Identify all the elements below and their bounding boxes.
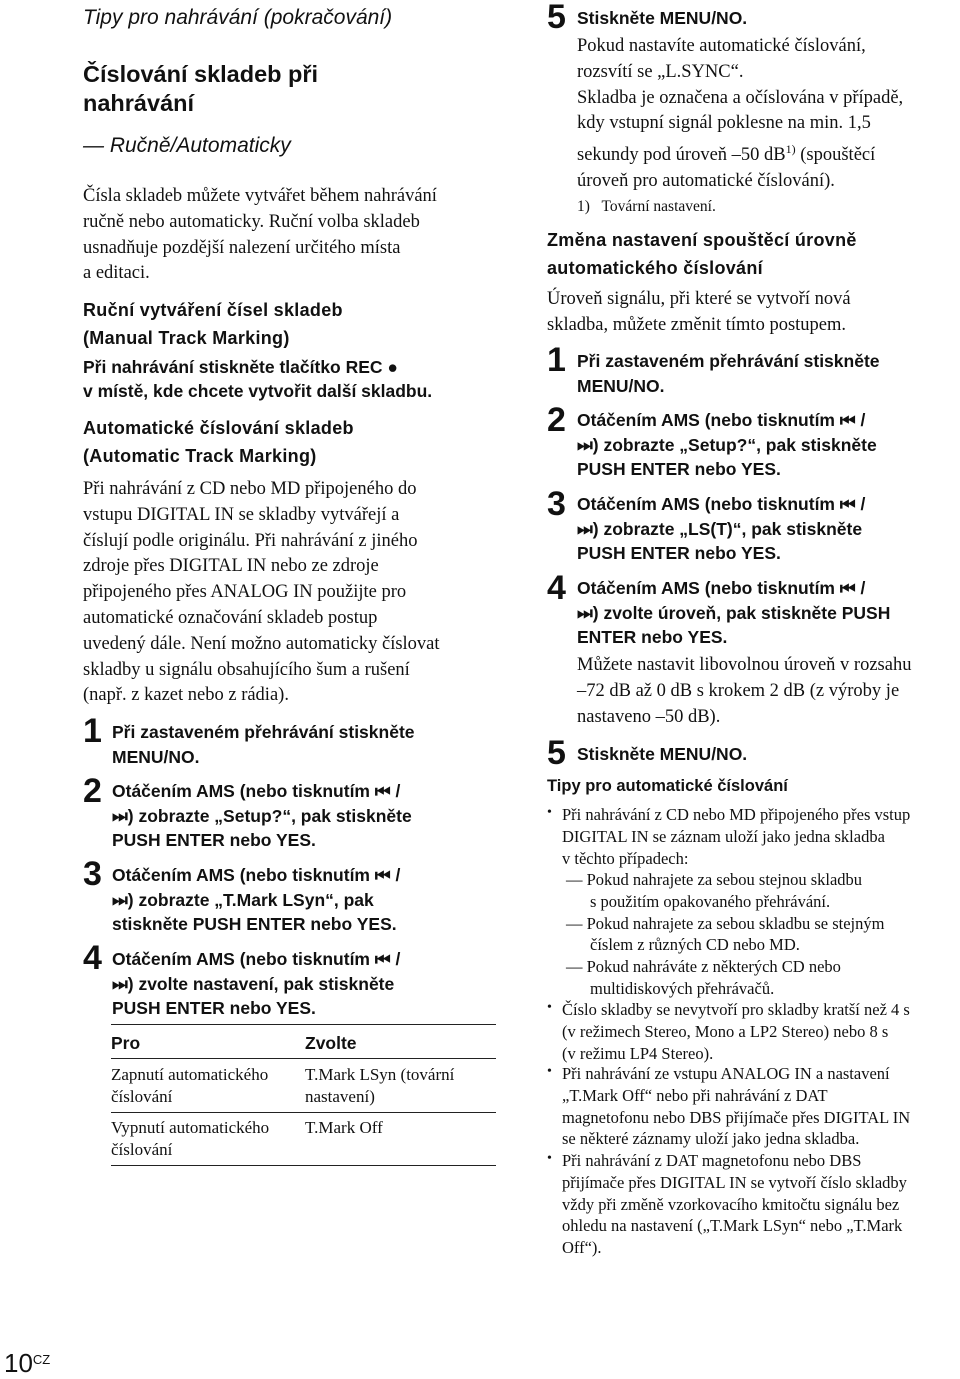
footnote-text: Tovární nastavení. bbox=[601, 198, 716, 215]
section-title-line-2: nahrávání bbox=[83, 90, 195, 116]
table-header-zvolte: Zvolte bbox=[305, 1033, 357, 1053]
bullet-icon: • bbox=[547, 1064, 552, 1079]
tip-subitem-line: číslem z různých CD nebo MD. bbox=[590, 935, 800, 955]
step-line: ⏭) zobrazte „T.Mark LSyn“, pak bbox=[112, 889, 374, 910]
table-bottom-rule bbox=[111, 1165, 496, 1166]
manual-instruction bbox=[83, 355, 432, 403]
table-top-rule bbox=[111, 1024, 496, 1025]
auto-line: vstupu DIGITAL IN se skladby vytvářejí a bbox=[83, 504, 400, 525]
step-text bbox=[112, 720, 415, 769]
page-number bbox=[4, 1348, 50, 1379]
manual-heading-line: Ruční vytváření čísel skladeb bbox=[83, 300, 343, 320]
table-header-pro: Pro bbox=[111, 1033, 141, 1053]
section-subtitle: — Ručně/Automaticky bbox=[83, 134, 291, 157]
footnote-ref: 1) bbox=[785, 142, 796, 157]
step-number: 5 bbox=[547, 0, 566, 36]
table-cell bbox=[111, 1117, 269, 1161]
intro-paragraph bbox=[83, 184, 437, 287]
auto-line: uvedený dále. Není možno automaticky číslovat bbox=[83, 633, 440, 654]
tip-item bbox=[562, 1063, 910, 1150]
change-body bbox=[547, 287, 851, 339]
step-line: Otáčením AMS (nebo tisknutím ⏮ / bbox=[577, 494, 866, 514]
intro-line: ručně nebo automaticky. Ruční volba skladeb bbox=[83, 211, 420, 232]
manual-heading bbox=[83, 296, 343, 352]
table-cell-line: T.Mark LSyn (tovární bbox=[305, 1065, 455, 1084]
step-number: 2 bbox=[83, 772, 102, 810]
auto-line: Při nahrávání z CD nebo MD připojeného do bbox=[83, 479, 417, 499]
tip-item bbox=[562, 1150, 907, 1259]
auto-heading-line: Automatické číslování skladeb bbox=[83, 418, 354, 438]
auto-paragraph bbox=[83, 477, 440, 709]
step-line: Otáčením AMS (nebo tisknutím ⏮ / bbox=[112, 949, 401, 969]
auto-line: automatické označování skladeb postup bbox=[83, 607, 378, 628]
step-number: 4 bbox=[83, 939, 102, 977]
intro-line: a editaci. bbox=[83, 263, 150, 284]
tip-subitem-line: s použitím opakovaného přehrávání. bbox=[590, 891, 831, 911]
tip-line: Off“). bbox=[562, 1238, 602, 1258]
footnote bbox=[577, 196, 716, 218]
auto-line: skladby u signálu obsahujícího šum a rušení bbox=[83, 659, 410, 680]
table-cell-line: Zapnutí automatického bbox=[111, 1065, 269, 1084]
tip-line: v těchto případech: bbox=[562, 848, 689, 868]
step-text bbox=[577, 349, 880, 398]
page-language-code: CZ bbox=[32, 1352, 51, 1367]
step4-note bbox=[577, 653, 911, 730]
step-line: PUSH ENTER nebo YES. bbox=[577, 543, 781, 563]
auto-line: zdroje přes DIGITAL IN nebo ze zdroje bbox=[83, 556, 379, 577]
step-line: stiskněte PUSH ENTER nebo YES. bbox=[112, 914, 397, 934]
intro-line: Čísla skladeb můžete vytvářet během nahrávání bbox=[83, 186, 437, 206]
step5-body bbox=[577, 34, 903, 195]
tip-line: magnetofonu nebo DBS přijímače přes DIGITAL IN bbox=[562, 1107, 911, 1127]
step-line: MENU/NO. bbox=[577, 375, 665, 396]
tip-line: vždy při změně vzorkovacího kmitočtu signálu bez bbox=[562, 1194, 900, 1214]
step5-line: kdy vstupní signál poklesne na min. 1,5 bbox=[577, 113, 871, 134]
tips-heading: Tipy pro automatické číslování bbox=[547, 777, 788, 795]
step-line: ⏭) zobrazte „Setup?“, pak stiskněte bbox=[112, 805, 412, 826]
step5-line bbox=[577, 137, 903, 169]
bullet-icon: • bbox=[547, 1151, 552, 1166]
tip-subitem bbox=[566, 869, 884, 1000]
step-number: 3 bbox=[547, 485, 566, 523]
table-cell bbox=[305, 1064, 454, 1108]
tip-line: (v režimu LP4 Stereo). bbox=[562, 1043, 714, 1063]
step-line: PUSH ENTER nebo YES. bbox=[577, 459, 781, 479]
tip-line: Při nahrávání ze vstupu ANALOG IN a nastavení bbox=[562, 1064, 890, 1083]
step-line: ⏭) zobrazte „LS(T)“, pak stiskněte bbox=[577, 518, 863, 539]
step-text bbox=[112, 863, 400, 937]
step5-line-text: (spouštěcí bbox=[800, 145, 876, 166]
step-text bbox=[577, 492, 865, 566]
bullet-icon: • bbox=[547, 805, 552, 820]
step-text bbox=[112, 779, 412, 853]
step-text: Stiskněte MENU/NO. bbox=[577, 8, 748, 28]
step-text bbox=[112, 947, 400, 1021]
footnote-mark: 1) bbox=[577, 198, 590, 215]
step4-note-line: Můžete nastavit libovolnou úroveň v rozsahu bbox=[577, 655, 912, 675]
step-number: 4 bbox=[547, 569, 566, 607]
table-cell-line: Vypnutí automatického bbox=[111, 1118, 270, 1137]
step-text: Stiskněte MENU/NO. bbox=[577, 744, 748, 764]
change-line: skladba, můžete změnit tímto postupem. bbox=[547, 314, 847, 335]
bullet-icon: • bbox=[547, 1000, 552, 1015]
step-line: Při zastaveném přehrávání stiskněte bbox=[577, 351, 880, 371]
table-cell bbox=[305, 1117, 383, 1139]
tip-subitem-line: multidiskových přehrávačů. bbox=[590, 978, 775, 998]
step-line: Otáčením AMS (nebo tisknutím ⏮ / bbox=[577, 410, 866, 430]
step-line: Otáčením AMS (nebo tisknutím ⏮ / bbox=[112, 865, 401, 885]
change-heading-line: Změna nastavení spouštěcí úrovně bbox=[547, 230, 857, 250]
step-text bbox=[577, 408, 877, 482]
tip-item bbox=[562, 999, 910, 1064]
intro-line: usnadňuje pozdější nalezení určitého místa bbox=[83, 237, 401, 258]
tip-subitem-line: — Pokud nahráváte z některých CD nebo bbox=[566, 957, 841, 977]
tip-item bbox=[562, 804, 910, 869]
step5-line: Skladba je označena a očíslována v případě, bbox=[577, 87, 904, 108]
auto-heading-line: (Automatic Track Marking) bbox=[83, 446, 317, 466]
step-line: PUSH ENTER nebo YES. bbox=[112, 830, 316, 850]
step-line: MENU/NO. bbox=[112, 746, 200, 767]
table-cell-line: nastavení) bbox=[305, 1087, 375, 1106]
step-number: 3 bbox=[83, 855, 102, 893]
step-number: 2 bbox=[547, 401, 566, 439]
manual-instruction-line: Při nahrávání stiskněte tlačítko REC ● bbox=[83, 357, 398, 377]
table-row-rule bbox=[111, 1112, 496, 1113]
auto-heading bbox=[83, 414, 354, 470]
change-heading-line: automatického číslování bbox=[547, 258, 763, 278]
step-line: PUSH ENTER nebo YES. bbox=[112, 998, 316, 1018]
step5-line-text: sekundy pod úroveň –50 dB bbox=[577, 145, 786, 166]
tip-subitem-line: — Pokud nahrajete za sebou stejnou skladbu bbox=[566, 870, 863, 889]
step4-note-line: –72 dB až 0 dB s krokem 2 dB (z výroby je bbox=[577, 680, 900, 701]
tip-line: se některé záznamy uloží jako jedna skladba. bbox=[562, 1129, 860, 1149]
step-line: Otáčením AMS (nebo tisknutím ⏮ / bbox=[112, 781, 401, 801]
tip-subitem-line: — Pokud nahrajete za sebou skladbu se stejným bbox=[566, 913, 885, 933]
change-line: Úroveň signálu, při které se vytvoří nová bbox=[547, 289, 851, 309]
tip-line: (v režimech Stereo, Mono a LP2 Stereo) nebo 8 s bbox=[562, 1021, 889, 1041]
step4-note-line: nastaveno –50 dB). bbox=[577, 706, 721, 727]
auto-line: (např. z kazet nebo z rádia). bbox=[83, 685, 289, 706]
step5-line: Pokud nastavíte automatické číslování, bbox=[577, 36, 866, 56]
step-text bbox=[577, 576, 890, 650]
step-line: ⏭) zobrazte „Setup?“, pak stiskněte bbox=[577, 434, 877, 455]
tip-line: Číslo skladby se nevytvoří pro skladby kratší než 4 s bbox=[562, 1000, 910, 1019]
manual-instruction-line: v místě, kde chcete vytvořit další skladbu. bbox=[83, 381, 433, 401]
auto-line: číslují podle originálu. Při nahrávání z jiného bbox=[83, 530, 418, 551]
step-number: 5 bbox=[547, 734, 566, 772]
manual-heading-line: (Manual Track Marking) bbox=[83, 328, 290, 348]
step-line: ⏭) zvolte nastavení, pak stiskněte bbox=[112, 973, 395, 994]
step-number: 1 bbox=[83, 712, 102, 750]
table-header-rule bbox=[111, 1058, 496, 1059]
step-line: Při zastaveném přehrávání stiskněte bbox=[112, 722, 415, 742]
table-cell bbox=[111, 1064, 268, 1108]
table-cell-line: T.Mark Off bbox=[305, 1118, 383, 1137]
tip-line: přijímače přes DIGITAL IN se vytvoří číslo skladby bbox=[562, 1172, 907, 1192]
page-number-value: 10 bbox=[4, 1348, 33, 1378]
step5-line: rozsvítí se „L.SYNC“. bbox=[577, 61, 744, 82]
tip-line: „T.Mark Off“ nebo při nahrávání z DAT bbox=[562, 1085, 828, 1105]
step-line: Otáčením AMS (nebo tisknutím ⏮ / bbox=[577, 578, 866, 598]
step-line: ENTER nebo YES. bbox=[577, 627, 728, 647]
step-line: ⏭) zvolte úroveň, pak stiskněte PUSH bbox=[577, 602, 891, 623]
section-title-line-1: Číslování skladeb při bbox=[83, 61, 319, 87]
tip-line: DIGITAL IN se záznam uloží jako jedna skladba bbox=[562, 826, 885, 846]
table-cell-line: číslování bbox=[111, 1140, 173, 1159]
running-head: Tipy pro nahrávání (pokračování) bbox=[83, 6, 393, 29]
step-number: 1 bbox=[547, 341, 566, 379]
auto-line: připojeného přes ANALOG IN použijte pro bbox=[83, 582, 407, 603]
table-cell-line: číslování bbox=[111, 1087, 173, 1106]
tip-line: Při nahrávání z CD nebo MD připojeného přes vstup bbox=[562, 805, 911, 824]
tip-line: Při nahrávání z DAT magnetofonu nebo DBS bbox=[562, 1151, 862, 1170]
tip-line: ohledu na nastavení („T.Mark LSyn“ nebo „T.Mark bbox=[562, 1216, 903, 1236]
step5-line: úroveň pro automatické číslování). bbox=[577, 171, 835, 192]
change-heading bbox=[547, 226, 857, 282]
